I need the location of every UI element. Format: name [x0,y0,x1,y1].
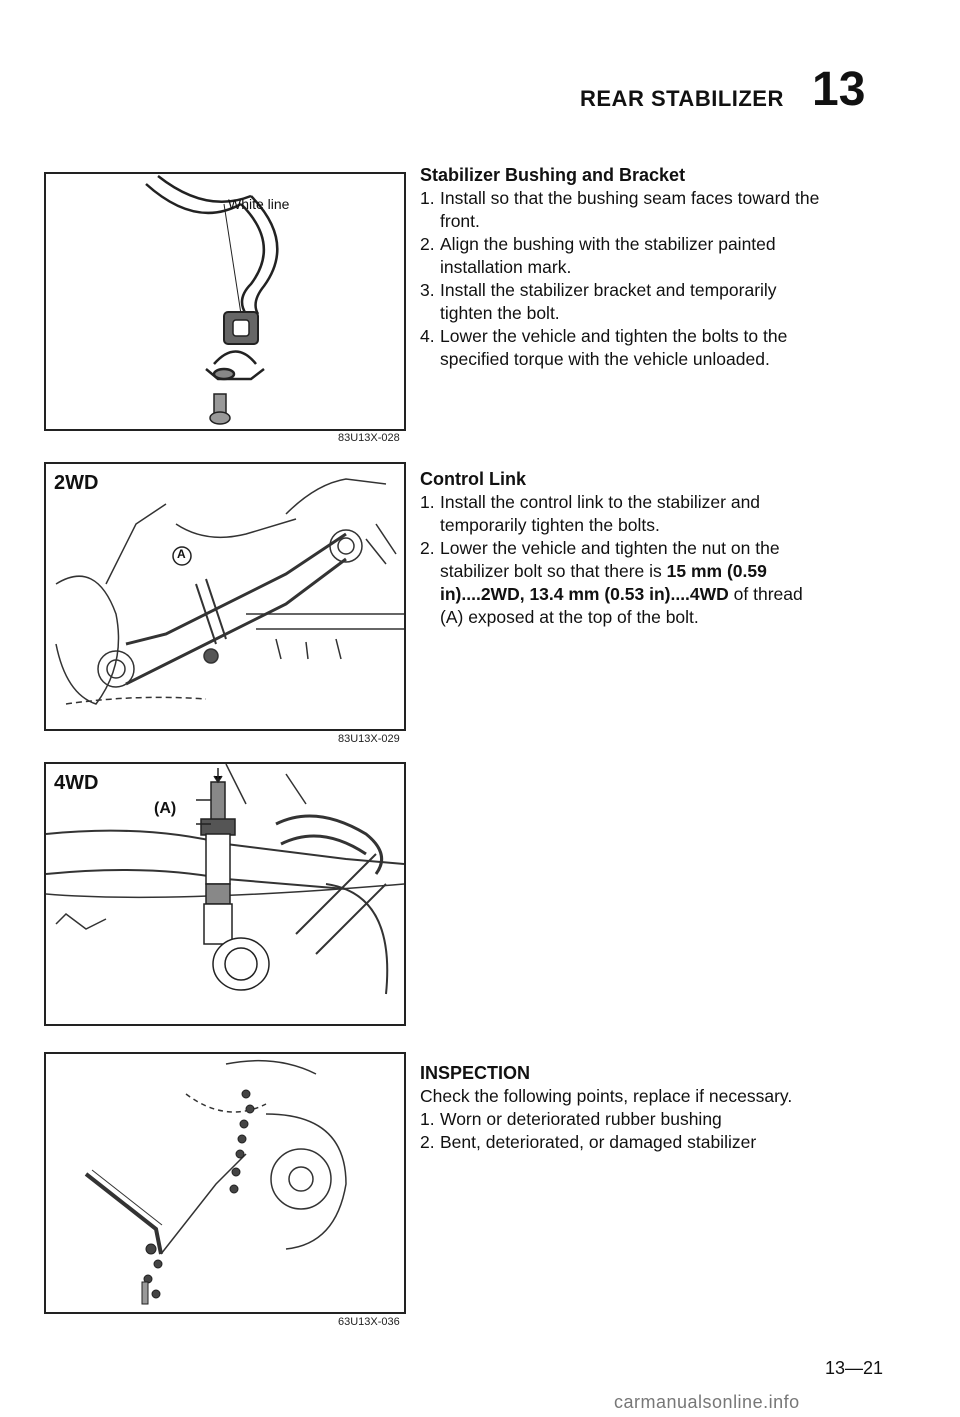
figure-inspection [44,1052,406,1314]
page-header [580,62,880,122]
heading-bushing-bracket: Stabilizer Bushing and Bracket [420,165,686,185]
figure-control-link-4wd [44,762,406,1026]
figure-code-2: 83U13X-029 [338,733,400,745]
list-item: 1. Install so that the bushing seam faces toward the front. [420,188,820,231]
white-line-label: White line [228,196,290,212]
list-item: 2. Bent, deteriorated, or damaged stabilizer [420,1132,757,1152]
figure-bushing-bracket [44,172,406,431]
list-item: 1. Worn or deteriorated rubber bushing [420,1109,722,1129]
section-number: 13 [812,63,866,116]
thread-spec: 15 mm (0.59 in)....2WD, 13.4 mm (0.53 in)....4WD [440,561,767,604]
figure-control-link-2wd [44,462,406,731]
heading-control-link: Control Link [420,469,526,489]
control-link-2wd-illustration [46,464,404,729]
list-control-link-steps [420,491,830,629]
callout-a-4wd: (A) [154,800,177,817]
label-4wd: 4WD [54,772,99,794]
list-bushing-steps [420,187,830,371]
section-inspection [420,1062,830,1154]
inspection-intro: Check the following points, replace if necessary. [420,1086,793,1106]
heading-inspection: INSPECTION [420,1063,531,1083]
label-2wd: 2WD [54,472,99,494]
callout-a-2wd: A [177,547,186,561]
bushing-bracket-illustration [46,174,404,429]
list-item: 4. Lower the vehicle and tighten the bolts to the specified torque with the vehicle unloaded. [420,326,788,369]
list-item: 2. Align the bushing with the stabilizer painted installation mark. [420,234,776,277]
figure-code-1: 83U13X-028 [338,432,400,444]
figure-code-4: 63U13X-036 [338,1316,400,1328]
control-link-4wd-illustration [46,764,404,1024]
list-item: 1. Install the control link to the stabilizer and temporarily tighten the bolts. [420,492,761,535]
watermark: carmanualsonline.info [614,1392,800,1412]
list-inspection-steps [420,1108,830,1154]
section-bushing-bracket [420,164,830,371]
page-number: 13—21 [825,1358,884,1378]
header-title: REAR STABILIZER [580,86,784,111]
list-item: 2. Lower the vehicle and tighten the nut on the stabilizer bolt so that there is 15 mm (0.59 in)....2WD, 13.4 mm (0.53 in)....4WD of thread (A) exposed at the top of the bolt. [420,538,803,627]
section-control-link [420,468,830,629]
inspection-exploded-illustration [46,1054,404,1312]
list-item: 3. Install the stabilizer bracket and temporarily tighten the bolt. [420,280,777,323]
